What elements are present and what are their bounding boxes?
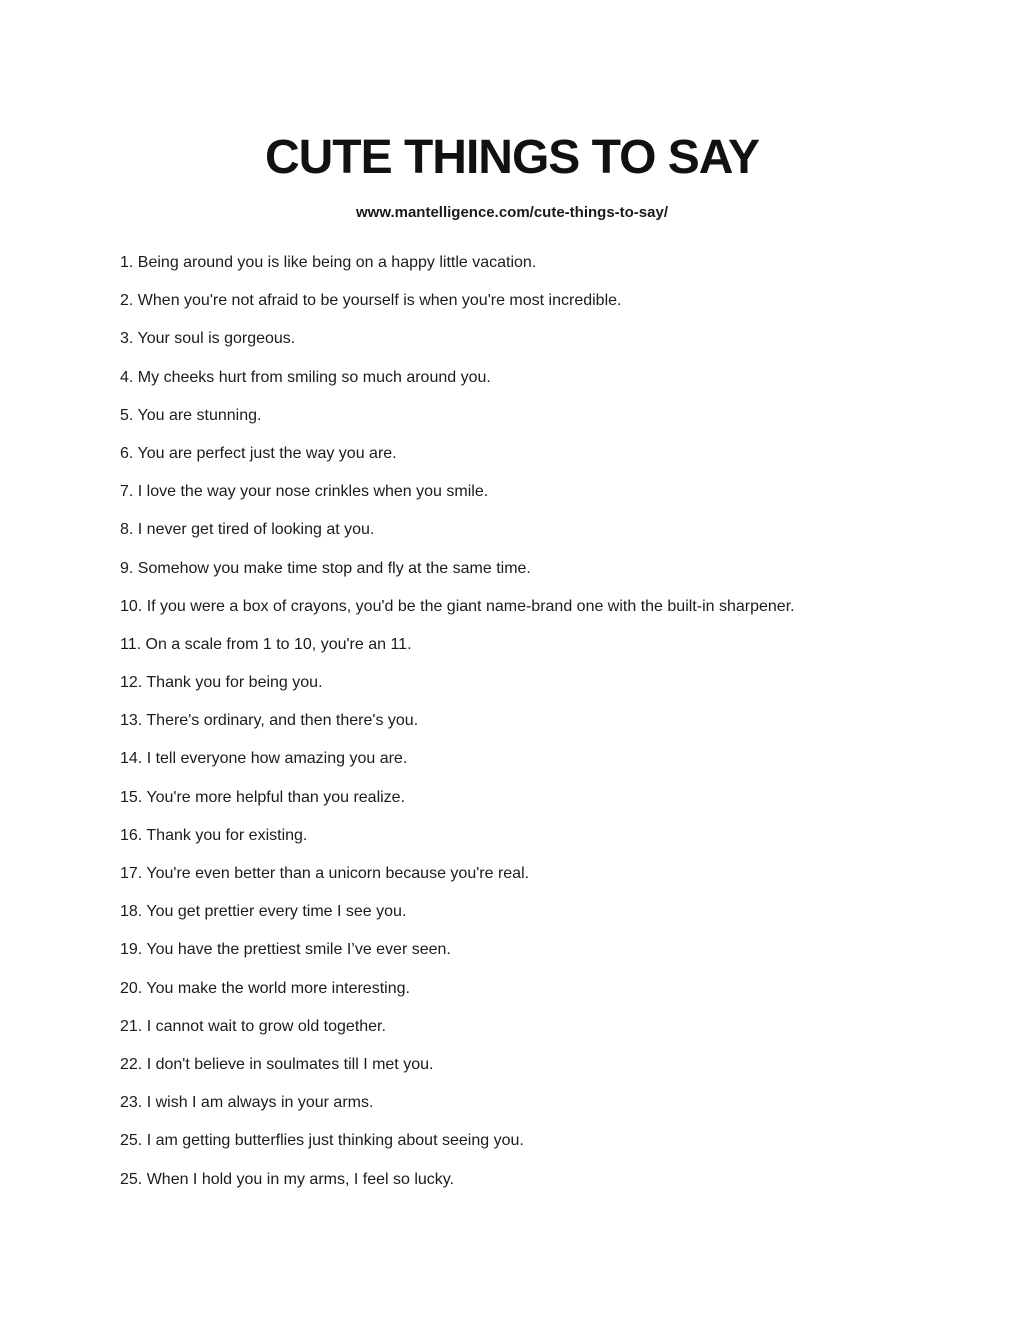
list-item: 2. When you're not afraid to be yourself is when you're most incredible.: [120, 292, 622, 310]
list-item: 14. I tell everyone how amazing you are.: [120, 750, 408, 768]
list-item: 10. If you were a box of crayons, you'd be the giant name-brand one with the built-in sharpener.: [120, 597, 795, 615]
list-item: 16. Thank you for existing.: [120, 826, 308, 844]
list-item: 22. I don't believe in soulmates till I met you.: [120, 1055, 434, 1073]
source-url: www.mantelligence.com/cute-things-to-say/: [356, 204, 668, 221]
list-item: 25. When I hold you in my arms, I feel so lucky.: [120, 1170, 455, 1188]
list-item: 21. I cannot wait to grow old together.: [120, 1017, 386, 1035]
list-item: 17. You're even better than a unicorn because you're real.: [120, 865, 530, 882]
page-title: CUTE THINGS TO SAY: [264, 131, 760, 184]
list-item: 9. Somehow you make time stop and fly at the same time.: [120, 559, 531, 577]
list-item: 23. I wish I am always in your arms.: [120, 1094, 374, 1112]
list-item: 12. Thank you for being you.: [120, 674, 323, 692]
list-item: 19. You have the prettiest smile I’ve ever seen.: [120, 941, 451, 959]
list-item: 11. On a scale from 1 to 10, you're an 11.: [120, 635, 412, 653]
list-item: 18. You get prettier every time I see you.: [120, 903, 407, 921]
list-item: 25. I am getting butterflies just thinking about seeing you.: [120, 1132, 524, 1150]
list-item: 1. Being around you is like being on a happy little vacation.: [120, 254, 537, 271]
list-item: 3. Your soul is gorgeous.: [120, 330, 296, 348]
list-item: 6. You are perfect just the way you are.: [120, 444, 397, 462]
list-item: 4. My cheeks hurt from smiling so much around you.: [120, 368, 491, 386]
list-item: 5. You are stunning.: [120, 406, 262, 424]
list-item: 8. I never get tired of looking at you.: [120, 521, 375, 539]
list-item: 7. I love the way your nose crinkles when you smile.: [120, 483, 489, 501]
list-item: 15. You're more helpful than you realize.: [120, 788, 406, 806]
list-item: 20. You make the world more interesting.: [120, 979, 410, 997]
list-item: 13. There's ordinary, and then there's you.: [120, 712, 419, 730]
quote-list: [120, 253, 980, 1208]
